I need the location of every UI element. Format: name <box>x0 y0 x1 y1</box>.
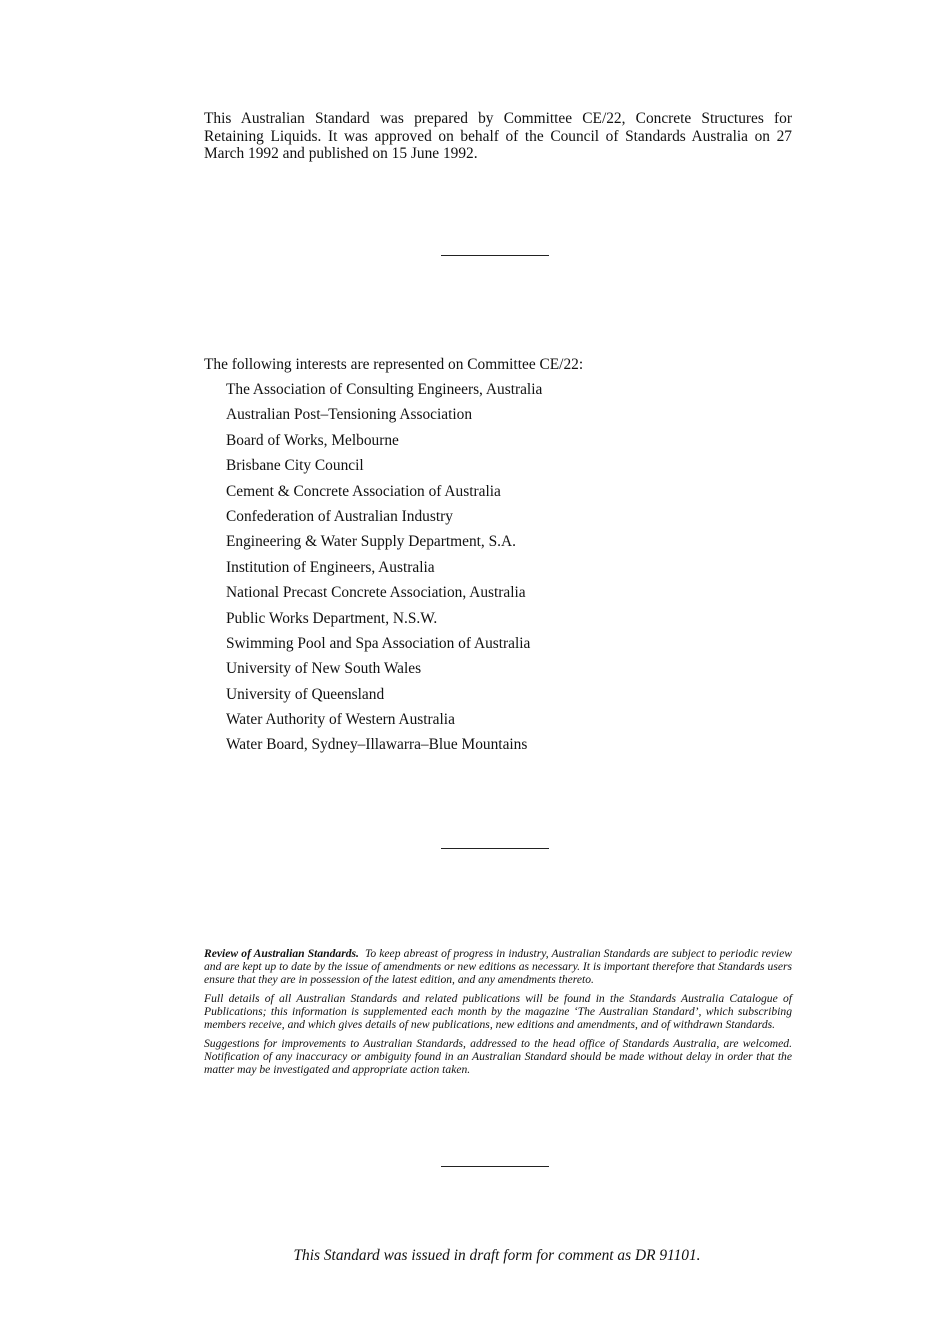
list-item: Institution of Engineers, Australia <box>226 558 435 576</box>
review-notice <box>204 947 792 1082</box>
list-item: Water Board, Sydney–Illawarra–Blue Mountains <box>226 736 528 754</box>
interests-list <box>204 380 792 761</box>
list-item: Water Authority of Western Australia <box>226 711 455 729</box>
review-paragraph <box>204 947 792 986</box>
approval-statement: This Australian Standard was prepared by Committee CE/22, Concrete Structures for Retaining Liquids. It was approved on behalf of the Council of Standards Australia on 27 March 1992 and published on 15 June 1992. <box>204 110 792 162</box>
list-item: Confederation of Australian Industry <box>226 507 453 525</box>
list-item: Public Works Department, N.S.W. <box>226 609 438 627</box>
interests-heading: The following interests are represented on Committee CE/22: <box>204 356 584 373</box>
suggestions-paragraph: Suggestions for improvements to Australian Standards, addressed to the head office of Standards Australia, are welcomed. Notification of any inaccuracy or ambiguity found in an Australian Standard should be made without delay in order that the matter may be investigated and appropriate action taken. <box>204 1037 792 1076</box>
section-divider <box>441 848 549 849</box>
list-item: Engineering & Water Supply Department, S.A. <box>226 533 516 551</box>
review-text: To keep abreast of progress in industry, Australian Standards are subject to periodic review and are kept up to date by the issue of amendments or new editions as necessary. It is important therefore that Standards users ensure that they are in possession of the latest edition, and any amendments thereto. <box>204 947 792 986</box>
list-item: Brisbane City Council <box>226 457 364 475</box>
list-item: Cement & Concrete Association of Australia <box>226 482 501 500</box>
section-divider <box>441 255 549 256</box>
list-item: Swimming Pool and Spa Association of Australia <box>226 634 531 652</box>
catalogue-paragraph: Full details of all Australian Standards and related publications will be found in the Standards Australia Catalogue of Publications; this information is supplemented each month by the magazine ‘The Australian Standard’, which subscribing members receive, and which gives details of new publications, new editions and amendments, and of withdrawn Standards. <box>204 992 792 1031</box>
list-item: University of Queensland <box>226 685 385 703</box>
review-lead: Review of Australian Standards. <box>204 947 359 960</box>
committee-interests <box>204 355 792 761</box>
list-item: The Association of Consulting Engineers, Australia <box>226 381 543 398</box>
list-item: Board of Works, Melbourne <box>226 431 399 449</box>
section-divider <box>441 1166 549 1167</box>
draft-notice: This Standard was issued in draft form for comment as DR 91101. <box>293 1247 701 1264</box>
list-item: National Precast Concrete Association, Australia <box>226 584 526 602</box>
list-item: Australian Post–Tensioning Association <box>226 406 473 424</box>
list-item: University of New South Wales <box>226 660 422 678</box>
